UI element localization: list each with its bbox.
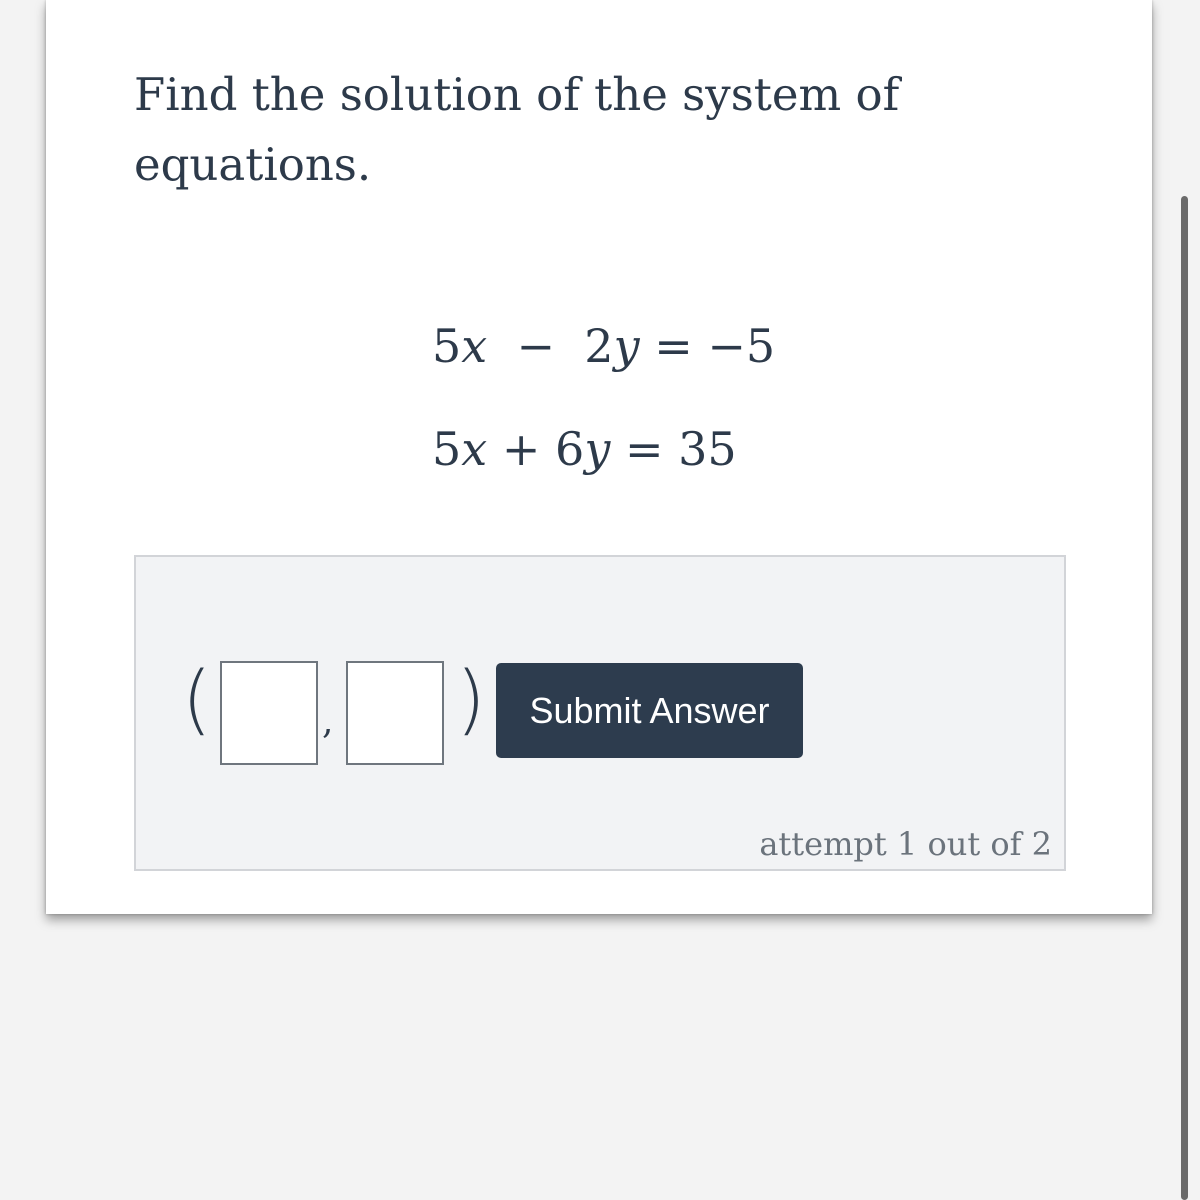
question-text: Find the solution of the system of equations. [134, 68, 900, 191]
x-answer-input[interactable] [220, 661, 318, 765]
eq2-coef-x: 5 [432, 422, 462, 476]
answer-panel [134, 555, 1066, 871]
eq2-operator: + [501, 422, 541, 476]
eq1-equals: = [654, 319, 693, 373]
comma-separator: , [322, 701, 334, 742]
submit-answer-button[interactable]: Submit Answer [496, 663, 803, 758]
y-answer-input[interactable] [346, 661, 444, 765]
equation-2 [432, 419, 737, 479]
eq2-rhs: 35 [678, 422, 737, 476]
eq1-rhs: −5 [707, 319, 776, 373]
open-paren: ( [182, 654, 212, 743]
eq2-coef-y: 6 [555, 422, 585, 476]
eq1-var-x: x [461, 319, 488, 373]
equation-1 [432, 316, 775, 376]
attempt-counter: attempt 1 out of 2 [759, 825, 1052, 863]
close-paren: ) [456, 654, 486, 743]
eq1-coef-y: 2 [584, 319, 614, 373]
eq2-var-x: x [461, 422, 488, 476]
eq2-equals: = [624, 422, 664, 476]
eq1-operator: − [516, 319, 556, 373]
eq2-var-y: y [584, 422, 611, 476]
scrollbar[interactable] [1181, 196, 1188, 1200]
question-card [46, 0, 1152, 914]
eq1-var-y: y [613, 319, 640, 373]
eq1-coef-x: 5 [432, 319, 462, 373]
